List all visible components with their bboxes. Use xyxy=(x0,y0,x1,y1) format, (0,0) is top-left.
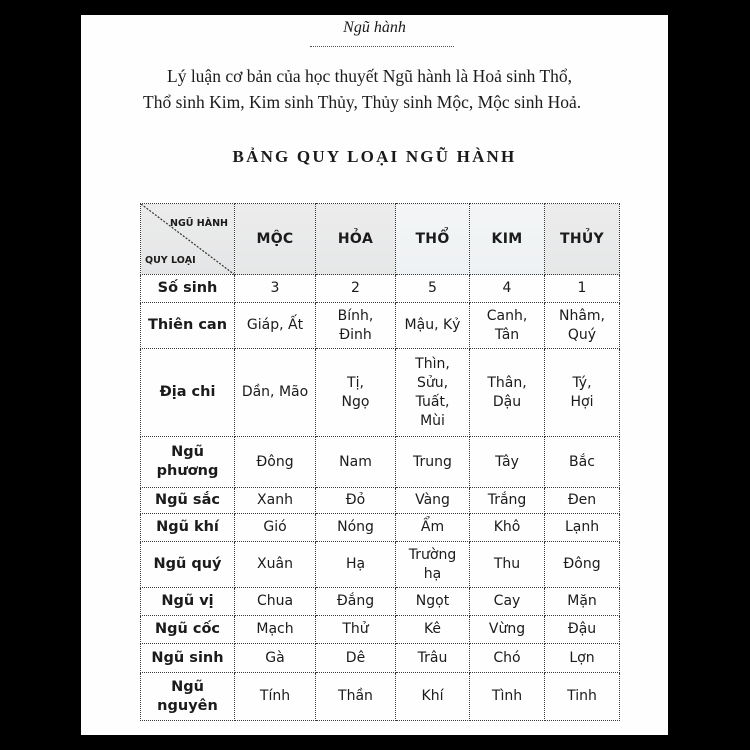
table-cell: Xanh xyxy=(235,488,316,514)
table-row xyxy=(141,303,620,349)
table-row xyxy=(141,588,620,616)
table-cell: Bắc xyxy=(545,437,620,488)
table-cell: Canh, Tân xyxy=(470,303,545,349)
table-cell: Trung xyxy=(396,437,470,488)
intro-line-1: Lý luận cơ bản của học thuyết Ngũ hành là Hoả sinh Thổ, xyxy=(167,66,573,86)
table-row xyxy=(141,644,620,673)
table-cell: Chua xyxy=(235,588,316,616)
table-cell: Vừng xyxy=(470,616,545,644)
book-page xyxy=(81,15,668,735)
table-cell: Tây xyxy=(470,437,545,488)
table-cell: Giáp, Ất xyxy=(235,303,316,349)
table-row xyxy=(141,673,620,721)
table-cell: Tý, Hợi xyxy=(545,349,620,437)
table-row xyxy=(141,488,620,514)
table-cell: 1 xyxy=(545,275,620,303)
table-cell: Chó xyxy=(470,644,545,673)
row-label: Ngũ nguyên xyxy=(141,673,235,721)
intro-line-2: Thổ sinh Kim, Kim sinh Thủy, Thủy sinh Mộc, Mộc sinh Hoả. xyxy=(143,92,582,112)
table-cell: Trắng xyxy=(470,488,545,514)
table-cell: Trường hạ xyxy=(396,542,470,588)
table-row xyxy=(141,542,620,588)
table-cell: Hạ xyxy=(316,542,396,588)
table-cell: Mậu, Kỷ xyxy=(396,303,470,349)
running-head: Ngũ hành xyxy=(343,19,406,36)
table-title: BẢNG QUY LOẠI NGŨ HÀNH xyxy=(232,147,517,166)
table-cell: Tình xyxy=(470,673,545,721)
table-header-row xyxy=(141,204,620,275)
table-cell: 4 xyxy=(470,275,545,303)
table-cell: Đỏ xyxy=(316,488,396,514)
corner-header-cell xyxy=(141,204,235,275)
table-cell: 5 xyxy=(396,275,470,303)
table-cell: Thu xyxy=(470,542,545,588)
row-label: Ngũ quý xyxy=(141,542,235,588)
table-cell: Thử xyxy=(316,616,396,644)
table-cell: Dần, Mão xyxy=(235,349,316,437)
five-elements-table xyxy=(140,203,620,721)
table-cell: Đông xyxy=(545,542,620,588)
table-cell: Mạch xyxy=(235,616,316,644)
table-cell: Nóng xyxy=(316,514,396,542)
table-row xyxy=(141,275,620,303)
table-cell: Thần xyxy=(316,673,396,721)
table-cell: Thìn, Sửu, Tuất, Mùi xyxy=(396,349,470,437)
table-cell: Vàng xyxy=(396,488,470,514)
table-cell: Kê xyxy=(396,616,470,644)
row-label: Thiên can xyxy=(141,303,235,349)
column-header-hoa: HỎA xyxy=(316,204,396,275)
corner-label-categories: QUY LOẠI xyxy=(145,255,196,266)
column-header-thuy: THỦY xyxy=(545,204,620,275)
row-label: Địa chi xyxy=(141,349,235,437)
table-row xyxy=(141,349,620,437)
table-cell: Khí xyxy=(396,673,470,721)
row-label: Ngũ khí xyxy=(141,514,235,542)
table-cell: Đậu xyxy=(545,616,620,644)
table-row xyxy=(141,514,620,542)
row-label: Ngũ sinh xyxy=(141,644,235,673)
table-cell: Lợn xyxy=(545,644,620,673)
table-cell: Khô xyxy=(470,514,545,542)
table-cell: Tị, Ngọ xyxy=(316,349,396,437)
column-header-moc: MỘC xyxy=(235,204,316,275)
table-cell: Trâu xyxy=(396,644,470,673)
row-label: Ngũ cốc xyxy=(141,616,235,644)
table-cell: 3 xyxy=(235,275,316,303)
table-cell: Cay xyxy=(470,588,545,616)
column-header-tho: THỔ xyxy=(396,204,470,275)
table-cell: Tính xyxy=(235,673,316,721)
row-label: Ngũ vị xyxy=(141,588,235,616)
row-label: Ngũ phương xyxy=(141,437,235,488)
table-cell: Mặn xyxy=(545,588,620,616)
row-label: Ngũ sắc xyxy=(141,488,235,514)
intro-paragraph xyxy=(81,63,668,115)
table-cell: Lạnh xyxy=(545,514,620,542)
row-label: Số sinh xyxy=(141,275,235,303)
table-cell: Dê xyxy=(316,644,396,673)
table-cell: Tinh xyxy=(545,673,620,721)
table-cell: Nhâm, Quý xyxy=(545,303,620,349)
table-cell: Xuân xyxy=(235,542,316,588)
corner-label-elements: NGŨ HÀNH xyxy=(170,218,228,229)
table-cell: Thân, Dậu xyxy=(470,349,545,437)
column-header-kim: KIM xyxy=(470,204,545,275)
table-cell: Gió xyxy=(235,514,316,542)
table-cell: Bính, Đinh xyxy=(316,303,396,349)
table-row xyxy=(141,616,620,644)
table-cell: Nam xyxy=(316,437,396,488)
table-cell: 2 xyxy=(316,275,396,303)
table-cell: Ẩm xyxy=(396,514,470,542)
table-cell: Đắng xyxy=(316,588,396,616)
table-row xyxy=(141,437,620,488)
table-cell: Đen xyxy=(545,488,620,514)
dotted-divider xyxy=(310,46,454,47)
table-cell: Đông xyxy=(235,437,316,488)
table-cell: Gà xyxy=(235,644,316,673)
table-cell: Ngọt xyxy=(396,588,470,616)
